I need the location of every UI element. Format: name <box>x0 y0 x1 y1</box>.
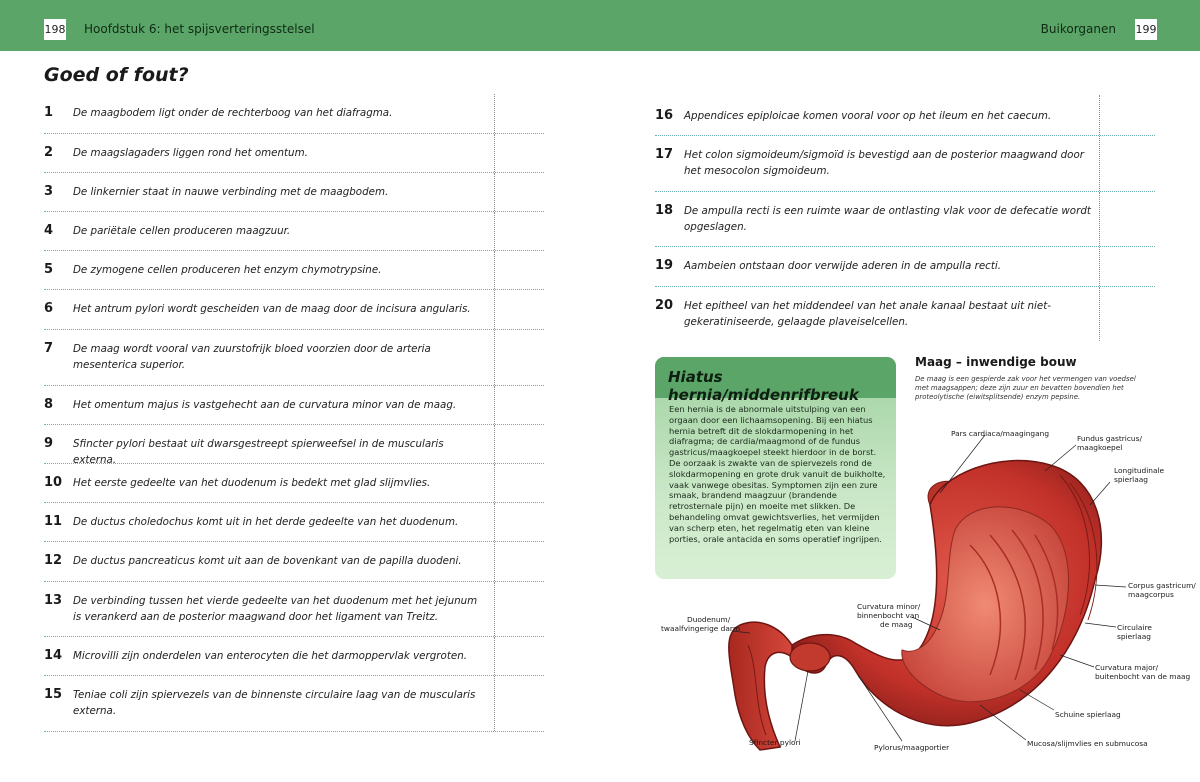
figure-description: De maag is een gespierde zak voor het vermengen van voedsel met maagsappen; deze zijn zuur en bevatten bovendien het proteolytische (eiwitsplitsende) enzym pepsine. <box>915 375 1136 401</box>
question-text: Teniae coli zijn spiervezels van de binnenste circulaire laag van de muscularis externa. <box>73 689 476 717</box>
answer-column-divider <box>494 542 495 581</box>
label-longitudinale-1: Longitudinale <box>1114 466 1165 475</box>
question-number: 4 <box>44 223 54 238</box>
question-row <box>655 247 1155 287</box>
question-row <box>44 676 544 732</box>
question-row <box>44 251 544 290</box>
answer-column-divider <box>494 637 495 675</box>
duodenum-shape <box>729 622 792 750</box>
pylorus-shape <box>790 643 830 671</box>
section-title: Buikorganen <box>1040 22 1116 36</box>
question-number: 10 <box>44 475 63 490</box>
question-text: Het colon sigmoideum/sigmoïd is bevestigd aan de posterior maagwand door het mesocolon sigmoideum. <box>684 149 1084 177</box>
question-number: 5 <box>44 262 54 277</box>
question-row <box>44 94 544 134</box>
label-pylorus: Pylorus/maagportier <box>874 743 950 752</box>
answer-column-divider <box>494 173 495 211</box>
figure-title: Maag – inwendige bouw <box>915 355 1077 369</box>
question-text: Het epitheel van het middendeel van het anale kanaal bestaat uit niet-gekeratiniseerde, gelaagde plaveiselcellen. <box>684 300 1051 328</box>
label-sfincter-pylori: Sfincter pylori <box>749 738 801 747</box>
question-text: De maag wordt vooral van zuurstofrijk bloed voorzien door de arteria mesenterica superior. <box>73 343 431 371</box>
question-text: De maagslagaders liggen rond het omentum. <box>73 147 308 159</box>
label-curvatura-minor-3: de maag <box>880 620 913 629</box>
question-number: 19 <box>655 258 674 273</box>
question-number: 3 <box>44 184 54 199</box>
answer-column-divider <box>1099 287 1100 341</box>
label-circulaire-2: spierlaag <box>1117 632 1151 641</box>
answer-column-divider <box>494 134 495 172</box>
question-text: Aambeien ontstaan door verwijde aderen in de ampulla recti. <box>684 260 1001 272</box>
question-number: 18 <box>655 203 674 218</box>
question-list-right <box>655 95 1155 341</box>
label-curvatura-major-1: Curvatura major/ <box>1095 663 1159 672</box>
question-number: 12 <box>44 553 63 568</box>
question-text: Appendices epiploicae komen vooral voor op het ileum en het caecum. <box>684 110 1052 122</box>
question-text: De maagbodem ligt onder de rechterboog van het diafragma. <box>73 107 393 119</box>
question-number: 17 <box>655 147 674 162</box>
question-row <box>655 136 1155 192</box>
answer-column-divider <box>494 464 495 502</box>
question-number: 11 <box>44 514 63 529</box>
question-row <box>44 330 544 386</box>
question-number: 6 <box>44 301 54 316</box>
left-page-number: 198 <box>44 19 66 40</box>
label-corpus-1: Corpus gastricum/ <box>1128 581 1196 590</box>
hernia-title-bar <box>655 357 896 404</box>
page-header-bar <box>0 0 1200 51</box>
question-row <box>44 290 544 330</box>
question-text: De linkernier staat in nauwe verbinding met de maagbodem. <box>73 186 389 198</box>
question-row <box>44 542 544 582</box>
question-number: 1 <box>44 105 54 120</box>
question-number: 9 <box>44 436 54 451</box>
answer-column-divider <box>494 330 495 385</box>
question-number: 13 <box>44 593 63 608</box>
question-number: 16 <box>655 108 674 123</box>
question-text: De verbinding tussen het vierde gedeelte van het duodenum met het jejunum is verankerd aan de posterior maagwand door het ligament van Treitz. <box>73 595 478 623</box>
answer-column-divider <box>494 290 495 329</box>
right-page-number: 199 <box>1135 19 1157 40</box>
question-row <box>655 287 1155 341</box>
question-row <box>44 464 544 503</box>
label-curvatura-minor-1: Curvatura minor/ <box>857 602 921 611</box>
answer-column-divider <box>494 251 495 289</box>
question-text: De ductus pancreaticus komt uit aan de bovenkant van de papilla duodeni. <box>73 555 462 567</box>
answer-column-divider <box>494 425 495 463</box>
answer-column-divider <box>1099 192 1100 246</box>
label-longitudinale-2: spierlaag <box>1114 475 1148 484</box>
question-text: Het eerste gedeelte van het duodenum is bedekt met glad slijmvlies. <box>73 477 431 489</box>
label-duodenum-1: Duodenum/ <box>687 615 731 624</box>
question-row <box>44 134 544 173</box>
answer-column-divider <box>1099 136 1100 191</box>
label-mucosa: Mucosa/slijmvlies en submucosa <box>1027 739 1148 748</box>
answer-column-divider <box>494 94 495 133</box>
label-curvatura-minor-2: binnenbocht van <box>857 611 920 620</box>
question-text: Het antrum pylori wordt gescheiden van de maag door de incisura angularis. <box>73 303 471 315</box>
answer-column-divider <box>494 582 495 636</box>
question-row <box>655 95 1155 136</box>
label-pars-cardiaca: Pars cardiaca/maagingang <box>951 429 1050 438</box>
question-text: De ductus choledochus komt uit in het derde gedeelte van het duodenum. <box>73 516 459 528</box>
hernia-title: Hiatus hernia/middenrifbreuk <box>668 368 859 404</box>
question-number: 8 <box>44 397 54 412</box>
label-fundus-1: Fundus gastricus/ <box>1077 434 1142 443</box>
answer-column-divider <box>494 212 495 250</box>
label-schuine-spierlaag: Schuine spierlaag <box>1055 710 1121 719</box>
question-row <box>655 192 1155 247</box>
answer-column-divider <box>494 386 495 424</box>
label-corpus-2: maagcorpus <box>1128 590 1174 599</box>
question-text: Het omentum majus is vastgehecht aan de curvatura minor van de maag. <box>73 399 457 411</box>
question-number: 20 <box>655 298 674 313</box>
question-row <box>44 637 544 676</box>
question-number: 7 <box>44 341 54 356</box>
answer-column-divider <box>1099 95 1100 135</box>
chapter-title: Hoofdstuk 6: het spijsverteringsstelsel <box>84 22 315 36</box>
question-text: Microvilli zijn onderdelen van enterocyten die het darmoppervlak vergroten. <box>73 650 467 662</box>
question-number: 15 <box>44 687 63 702</box>
question-number: 14 <box>44 648 63 663</box>
question-row <box>44 503 544 542</box>
question-row <box>44 582 544 637</box>
question-list-left <box>44 94 544 732</box>
question-text: De zymogene cellen produceren het enzym chymotrypsine. <box>73 264 382 276</box>
answer-column-divider <box>494 503 495 541</box>
question-text: De ampulla recti is een ruimte waar de ontlasting vlak voor de defecatie wordt opgeslagen. <box>684 205 1091 233</box>
question-row <box>44 386 544 425</box>
label-circulaire-1: Circulaire <box>1117 623 1152 632</box>
question-number: 2 <box>44 145 54 160</box>
label-curvatura-major-2: buitenbocht van de maag <box>1095 672 1191 681</box>
label-duodenum-2: twaalfvingerige darm <box>661 624 741 633</box>
stomach-illustration <box>640 405 1200 782</box>
question-row <box>44 425 544 464</box>
question-text: De pariëtale cellen produceren maagzuur. <box>73 225 291 237</box>
question-row <box>44 173 544 212</box>
question-text: Sfincter pylori bestaat uit dwarsgestreept spierweefsel in de muscularis externa. <box>73 438 444 466</box>
label-fundus-2: maagkoepel <box>1077 443 1123 452</box>
page-title: Goed of fout? <box>44 64 189 86</box>
question-row <box>44 212 544 251</box>
answer-column-divider <box>1099 247 1100 286</box>
answer-column-divider <box>494 676 495 731</box>
hernia-text: Een hernia is de abnormale uitstulping van een orgaan door een lichaamsopening. Bij een hiatus hernia betreft dit de slokdarmopening in het diafragma; de cardia/maagmond of de fundus gastricus/maagkoepel steekt hierdoor in de borst. De oorzaak is zwakte van de spiervezels rond de slokdarmopening en grote druk vanuit de buikholte, vaak vanwege obesitas. Symptomen zijn een zure smaak, brandend maagzuur (brandende retrosternale pijn) en moeite met slikken. De behandeling omvat gewichtsverlies, het vermijden van scherp eten, het regelmatig eten van kleine porties, orale antacida en soms operatief ingrijpen. <box>669 404 886 544</box>
